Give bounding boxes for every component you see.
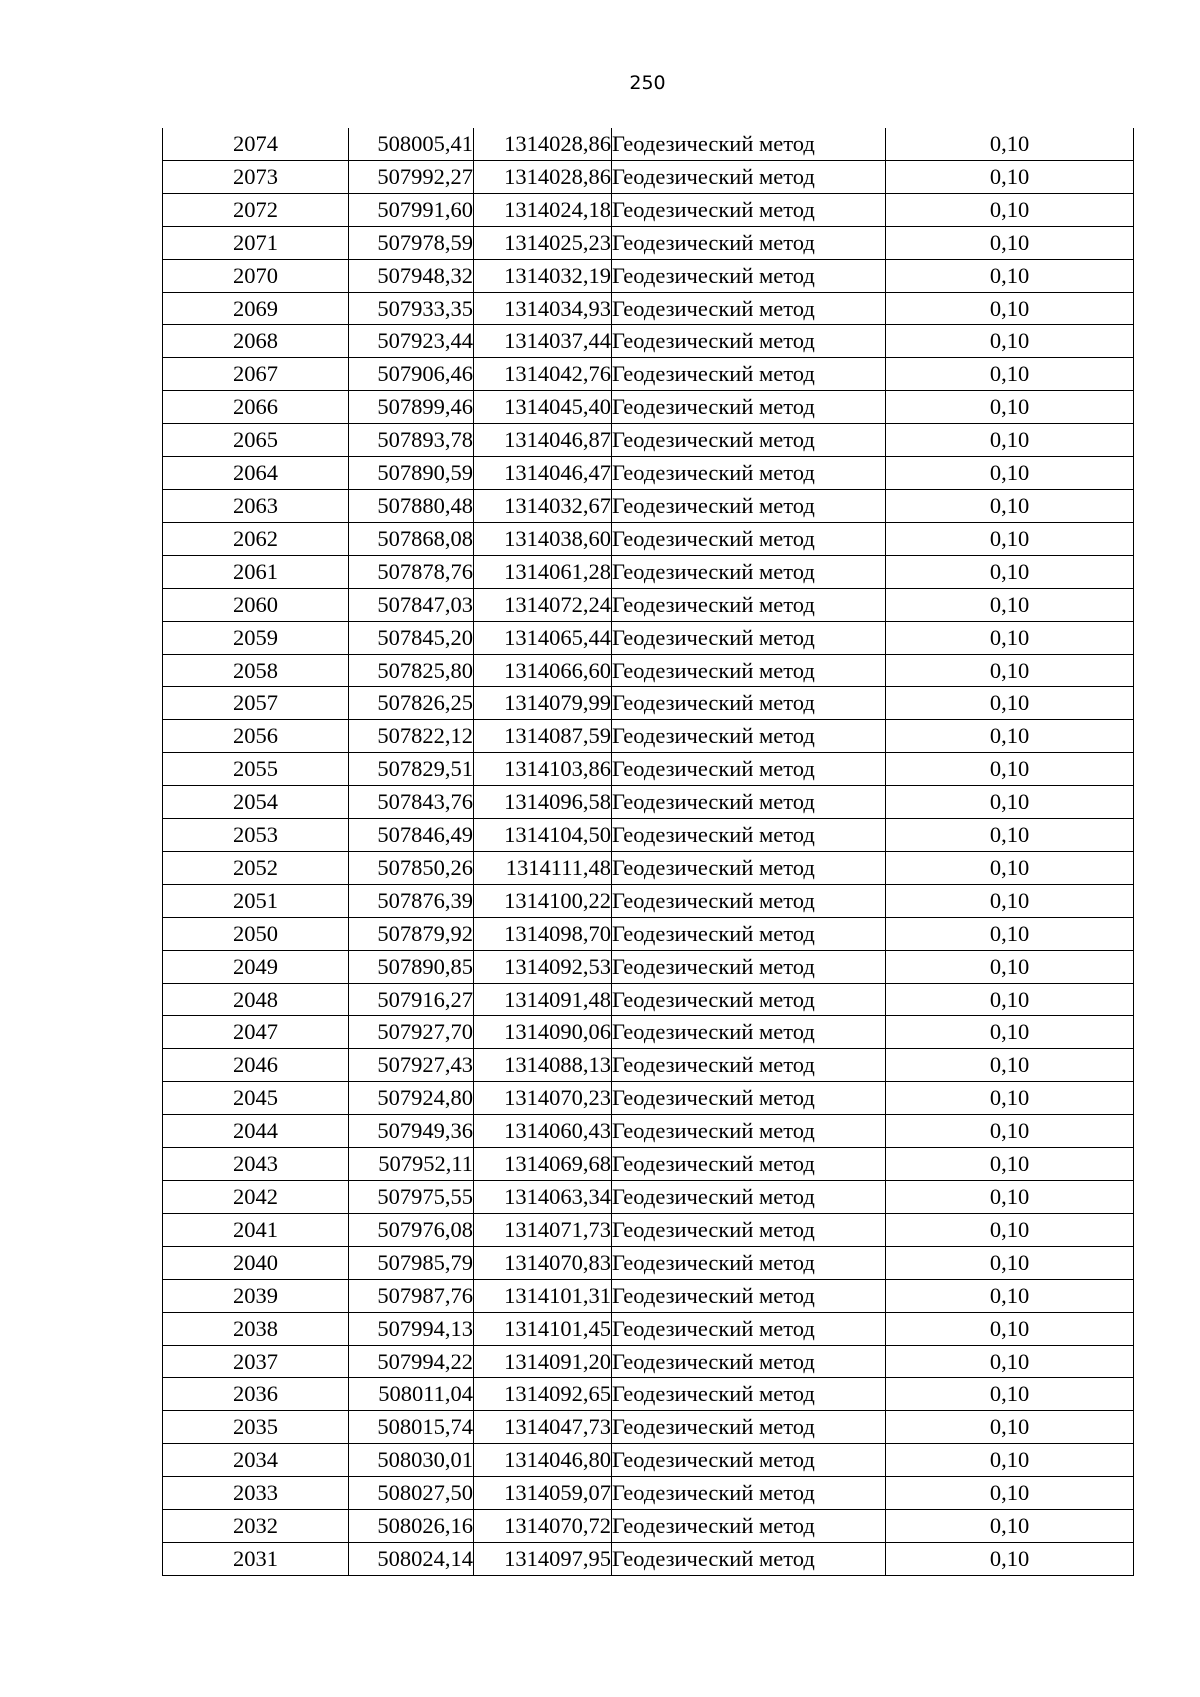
x-coordinate-cell: 507952,11 [349, 1148, 474, 1181]
point-number-cell: 2037 [163, 1345, 349, 1378]
table-row [163, 884, 1134, 917]
y-coordinate-cell: 1314104,50 [474, 819, 612, 852]
point-number-cell: 2041 [163, 1213, 349, 1246]
precision-cell: 0,10 [886, 1378, 1134, 1411]
precision-cell: 0,10 [886, 160, 1134, 193]
point-number-cell: 2072 [163, 193, 349, 226]
precision-cell: 0,10 [886, 819, 1134, 852]
precision-cell: 0,10 [886, 226, 1134, 259]
precision-cell: 0,10 [886, 884, 1134, 917]
point-number-cell: 2053 [163, 819, 349, 852]
y-coordinate-cell: 1314097,95 [474, 1542, 612, 1575]
method-cell: Геодезический метод [612, 884, 886, 917]
y-coordinate-cell: 1314111,48 [474, 851, 612, 884]
table-row [163, 1115, 1134, 1148]
x-coordinate-cell: 507876,39 [349, 884, 474, 917]
table-row [163, 1246, 1134, 1279]
table-row [163, 654, 1134, 687]
table-row [163, 621, 1134, 654]
x-coordinate-cell: 508024,14 [349, 1542, 474, 1575]
y-coordinate-cell: 1314032,19 [474, 259, 612, 292]
method-cell: Геодезический метод [612, 654, 886, 687]
point-number-cell: 2040 [163, 1246, 349, 1279]
y-coordinate-cell: 1314037,44 [474, 325, 612, 358]
x-coordinate-cell: 507845,20 [349, 621, 474, 654]
coordinates-table-body [163, 128, 1134, 1575]
table-row [163, 950, 1134, 983]
method-cell: Геодезический метод [612, 128, 886, 160]
x-coordinate-cell: 507879,92 [349, 917, 474, 950]
point-number-cell: 2058 [163, 654, 349, 687]
table-row [163, 1378, 1134, 1411]
x-coordinate-cell: 507948,32 [349, 259, 474, 292]
x-coordinate-cell: 507890,85 [349, 950, 474, 983]
y-coordinate-cell: 1314092,65 [474, 1378, 612, 1411]
point-number-cell: 2035 [163, 1411, 349, 1444]
table-row [163, 1082, 1134, 1115]
y-coordinate-cell: 1314059,07 [474, 1477, 612, 1510]
precision-cell: 0,10 [886, 983, 1134, 1016]
precision-cell: 0,10 [886, 1016, 1134, 1049]
table-row [163, 1477, 1134, 1510]
table-row [163, 292, 1134, 325]
method-cell: Геодезический метод [612, 687, 886, 720]
y-coordinate-cell: 1314070,23 [474, 1082, 612, 1115]
y-coordinate-cell: 1314091,20 [474, 1345, 612, 1378]
y-coordinate-cell: 1314096,58 [474, 786, 612, 819]
point-number-cell: 2051 [163, 884, 349, 917]
point-number-cell: 2046 [163, 1049, 349, 1082]
y-coordinate-cell: 1314069,68 [474, 1148, 612, 1181]
point-number-cell: 2073 [163, 160, 349, 193]
point-number-cell: 2054 [163, 786, 349, 819]
y-coordinate-cell: 1314070,83 [474, 1246, 612, 1279]
method-cell: Геодезический метод [612, 1312, 886, 1345]
point-number-cell: 2043 [163, 1148, 349, 1181]
page-number: 250 [629, 72, 666, 94]
precision-cell: 0,10 [886, 654, 1134, 687]
y-coordinate-cell: 1314087,59 [474, 720, 612, 753]
precision-cell: 0,10 [886, 1411, 1134, 1444]
method-cell: Геодезический метод [612, 1049, 886, 1082]
x-coordinate-cell: 508015,74 [349, 1411, 474, 1444]
y-coordinate-cell: 1314046,87 [474, 424, 612, 457]
x-coordinate-cell: 507987,76 [349, 1279, 474, 1312]
precision-cell: 0,10 [886, 489, 1134, 522]
point-number-cell: 2052 [163, 851, 349, 884]
precision-cell: 0,10 [886, 358, 1134, 391]
method-cell: Геодезический метод [612, 720, 886, 753]
x-coordinate-cell: 507923,44 [349, 325, 474, 358]
x-coordinate-cell: 507825,80 [349, 654, 474, 687]
x-coordinate-cell: 507829,51 [349, 753, 474, 786]
y-coordinate-cell: 1314032,67 [474, 489, 612, 522]
table-row [163, 1213, 1134, 1246]
point-number-cell: 2065 [163, 424, 349, 457]
y-coordinate-cell: 1314066,60 [474, 654, 612, 687]
precision-cell: 0,10 [886, 193, 1134, 226]
x-coordinate-cell: 507847,03 [349, 588, 474, 621]
method-cell: Геодезический метод [612, 193, 886, 226]
x-coordinate-cell: 507976,08 [349, 1213, 474, 1246]
method-cell: Геодезический метод [612, 753, 886, 786]
precision-cell: 0,10 [886, 588, 1134, 621]
precision-cell: 0,10 [886, 1148, 1134, 1181]
table-row [163, 259, 1134, 292]
x-coordinate-cell: 508030,01 [349, 1444, 474, 1477]
y-coordinate-cell: 1314090,06 [474, 1016, 612, 1049]
table-row [163, 687, 1134, 720]
precision-cell: 0,10 [886, 851, 1134, 884]
precision-cell: 0,10 [886, 325, 1134, 358]
method-cell: Геодезический метод [612, 786, 886, 819]
method-cell: Геодезический метод [612, 950, 886, 983]
method-cell: Геодезический метод [612, 1246, 886, 1279]
method-cell: Геодезический метод [612, 424, 886, 457]
method-cell: Геодезический метод [612, 1411, 886, 1444]
x-coordinate-cell: 507899,46 [349, 391, 474, 424]
method-cell: Геодезический метод [612, 555, 886, 588]
y-coordinate-cell: 1314028,86 [474, 160, 612, 193]
y-coordinate-cell: 1314042,76 [474, 358, 612, 391]
method-cell: Геодезический метод [612, 1279, 886, 1312]
method-cell: Геодезический метод [612, 1082, 886, 1115]
precision-cell: 0,10 [886, 128, 1134, 160]
method-cell: Геодезический метод [612, 917, 886, 950]
y-coordinate-cell: 1314038,60 [474, 522, 612, 555]
table-row [163, 160, 1134, 193]
method-cell: Геодезический метод [612, 1378, 886, 1411]
table-row [163, 1444, 1134, 1477]
precision-cell: 0,10 [886, 1542, 1134, 1575]
x-coordinate-cell: 507992,27 [349, 160, 474, 193]
y-coordinate-cell: 1314072,24 [474, 588, 612, 621]
method-cell: Геодезический метод [612, 983, 886, 1016]
x-coordinate-cell: 507826,25 [349, 687, 474, 720]
precision-cell: 0,10 [886, 720, 1134, 753]
y-coordinate-cell: 1314047,73 [474, 1411, 612, 1444]
point-number-cell: 2050 [163, 917, 349, 950]
point-number-cell: 2036 [163, 1378, 349, 1411]
precision-cell: 0,10 [886, 457, 1134, 490]
y-coordinate-cell: 1314088,13 [474, 1049, 612, 1082]
method-cell: Геодезический метод [612, 226, 886, 259]
point-number-cell: 2059 [163, 621, 349, 654]
x-coordinate-cell: 507994,13 [349, 1312, 474, 1345]
table-row [163, 1312, 1134, 1345]
method-cell: Геодезический метод [612, 1148, 886, 1181]
table-row [163, 1542, 1134, 1575]
method-cell: Геодезический метод [612, 457, 886, 490]
table-row [163, 1016, 1134, 1049]
point-number-cell: 2048 [163, 983, 349, 1016]
precision-cell: 0,10 [886, 555, 1134, 588]
precision-cell: 0,10 [886, 424, 1134, 457]
method-cell: Геодезический метод [612, 522, 886, 555]
precision-cell: 0,10 [886, 1213, 1134, 1246]
point-number-cell: 2049 [163, 950, 349, 983]
table-row [163, 588, 1134, 621]
precision-cell: 0,10 [886, 1279, 1134, 1312]
table-row [163, 1510, 1134, 1543]
coordinates-table [162, 128, 1134, 1576]
precision-cell: 0,10 [886, 292, 1134, 325]
y-coordinate-cell: 1314103,86 [474, 753, 612, 786]
y-coordinate-cell: 1314071,73 [474, 1213, 612, 1246]
point-number-cell: 2044 [163, 1115, 349, 1148]
method-cell: Геодезический метод [612, 1345, 886, 1378]
precision-cell: 0,10 [886, 753, 1134, 786]
method-cell: Геодезический метод [612, 1213, 886, 1246]
x-coordinate-cell: 507927,70 [349, 1016, 474, 1049]
method-cell: Геодезический метод [612, 259, 886, 292]
x-coordinate-cell: 507991,60 [349, 193, 474, 226]
precision-cell: 0,10 [886, 1477, 1134, 1510]
x-coordinate-cell: 507906,46 [349, 358, 474, 391]
point-number-cell: 2060 [163, 588, 349, 621]
x-coordinate-cell: 507850,26 [349, 851, 474, 884]
method-cell: Геодезический метод [612, 358, 886, 391]
table-row [163, 358, 1134, 391]
precision-cell: 0,10 [886, 1510, 1134, 1543]
y-coordinate-cell: 1314063,34 [474, 1181, 612, 1214]
method-cell: Геодезический метод [612, 1181, 886, 1214]
x-coordinate-cell: 507949,36 [349, 1115, 474, 1148]
x-coordinate-cell: 507822,12 [349, 720, 474, 753]
table-row [163, 555, 1134, 588]
table-row [163, 720, 1134, 753]
x-coordinate-cell: 507985,79 [349, 1246, 474, 1279]
y-coordinate-cell: 1314091,48 [474, 983, 612, 1016]
method-cell: Геодезический метод [612, 1542, 886, 1575]
method-cell: Геодезический метод [612, 851, 886, 884]
method-cell: Геодезический метод [612, 489, 886, 522]
table-row [163, 193, 1134, 226]
x-coordinate-cell: 507880,48 [349, 489, 474, 522]
precision-cell: 0,10 [886, 1082, 1134, 1115]
x-coordinate-cell: 507893,78 [349, 424, 474, 457]
point-number-cell: 2061 [163, 555, 349, 588]
point-number-cell: 2038 [163, 1312, 349, 1345]
precision-cell: 0,10 [886, 522, 1134, 555]
point-number-cell: 2062 [163, 522, 349, 555]
precision-cell: 0,10 [886, 1181, 1134, 1214]
precision-cell: 0,10 [886, 1049, 1134, 1082]
method-cell: Геодезический метод [612, 819, 886, 852]
x-coordinate-cell: 507975,55 [349, 1181, 474, 1214]
y-coordinate-cell: 1314061,28 [474, 555, 612, 588]
point-number-cell: 2045 [163, 1082, 349, 1115]
method-cell: Геодезический метод [612, 1115, 886, 1148]
table-row [163, 1148, 1134, 1181]
precision-cell: 0,10 [886, 786, 1134, 819]
x-coordinate-cell: 508005,41 [349, 128, 474, 160]
table-row [163, 424, 1134, 457]
table-row [163, 457, 1134, 490]
method-cell: Геодезический метод [612, 160, 886, 193]
precision-cell: 0,10 [886, 259, 1134, 292]
precision-cell: 0,10 [886, 1312, 1134, 1345]
point-number-cell: 2032 [163, 1510, 349, 1543]
point-number-cell: 2074 [163, 128, 349, 160]
x-coordinate-cell: 507916,27 [349, 983, 474, 1016]
y-coordinate-cell: 1314100,22 [474, 884, 612, 917]
point-number-cell: 2057 [163, 687, 349, 720]
point-number-cell: 2033 [163, 1477, 349, 1510]
precision-cell: 0,10 [886, 1444, 1134, 1477]
point-number-cell: 2063 [163, 489, 349, 522]
x-coordinate-cell: 507933,35 [349, 292, 474, 325]
point-number-cell: 2031 [163, 1542, 349, 1575]
table-row [163, 917, 1134, 950]
y-coordinate-cell: 1314092,53 [474, 950, 612, 983]
y-coordinate-cell: 1314028,86 [474, 128, 612, 160]
y-coordinate-cell: 1314045,40 [474, 391, 612, 424]
precision-cell: 0,10 [886, 1345, 1134, 1378]
table-row [163, 1181, 1134, 1214]
point-number-cell: 2056 [163, 720, 349, 753]
point-number-cell: 2068 [163, 325, 349, 358]
point-number-cell: 2039 [163, 1279, 349, 1312]
x-coordinate-cell: 507924,80 [349, 1082, 474, 1115]
method-cell: Геодезический метод [612, 1510, 886, 1543]
point-number-cell: 2047 [163, 1016, 349, 1049]
point-number-cell: 2071 [163, 226, 349, 259]
y-coordinate-cell: 1314101,45 [474, 1312, 612, 1345]
y-coordinate-cell: 1314098,70 [474, 917, 612, 950]
x-coordinate-cell: 507890,59 [349, 457, 474, 490]
precision-cell: 0,10 [886, 687, 1134, 720]
table-row [163, 1279, 1134, 1312]
x-coordinate-cell: 508027,50 [349, 1477, 474, 1510]
y-coordinate-cell: 1314101,31 [474, 1279, 612, 1312]
method-cell: Геодезический метод [612, 621, 886, 654]
table-row [163, 489, 1134, 522]
method-cell: Геодезический метод [612, 1016, 886, 1049]
x-coordinate-cell: 507878,76 [349, 555, 474, 588]
precision-cell: 0,10 [886, 1246, 1134, 1279]
method-cell: Геодезический метод [612, 325, 886, 358]
x-coordinate-cell: 507846,49 [349, 819, 474, 852]
point-number-cell: 2070 [163, 259, 349, 292]
table-row [163, 1345, 1134, 1378]
y-coordinate-cell: 1314070,72 [474, 1510, 612, 1543]
precision-cell: 0,10 [886, 391, 1134, 424]
precision-cell: 0,10 [886, 1115, 1134, 1148]
point-number-cell: 2066 [163, 391, 349, 424]
y-coordinate-cell: 1314034,93 [474, 292, 612, 325]
point-number-cell: 2067 [163, 358, 349, 391]
x-coordinate-cell: 508011,04 [349, 1378, 474, 1411]
table-row [163, 819, 1134, 852]
precision-cell: 0,10 [886, 950, 1134, 983]
y-coordinate-cell: 1314060,43 [474, 1115, 612, 1148]
x-coordinate-cell: 508026,16 [349, 1510, 474, 1543]
table-row [163, 226, 1134, 259]
x-coordinate-cell: 507927,43 [349, 1049, 474, 1082]
x-coordinate-cell: 507994,22 [349, 1345, 474, 1378]
table-row [163, 128, 1134, 160]
table-row [163, 325, 1134, 358]
precision-cell: 0,10 [886, 621, 1134, 654]
point-number-cell: 2055 [163, 753, 349, 786]
table-row [163, 753, 1134, 786]
y-coordinate-cell: 1314046,80 [474, 1444, 612, 1477]
precision-cell: 0,10 [886, 917, 1134, 950]
table-row [163, 851, 1134, 884]
method-cell: Геодезический метод [612, 391, 886, 424]
y-coordinate-cell: 1314065,44 [474, 621, 612, 654]
table-row [163, 786, 1134, 819]
y-coordinate-cell: 1314025,23 [474, 226, 612, 259]
method-cell: Геодезический метод [612, 292, 886, 325]
y-coordinate-cell: 1314046,47 [474, 457, 612, 490]
x-coordinate-cell: 507978,59 [349, 226, 474, 259]
y-coordinate-cell: 1314024,18 [474, 193, 612, 226]
table-row [163, 983, 1134, 1016]
method-cell: Геодезический метод [612, 1444, 886, 1477]
point-number-cell: 2064 [163, 457, 349, 490]
method-cell: Геодезический метод [612, 1477, 886, 1510]
y-coordinate-cell: 1314079,99 [474, 687, 612, 720]
point-number-cell: 2034 [163, 1444, 349, 1477]
x-coordinate-cell: 507843,76 [349, 786, 474, 819]
table-row [163, 1411, 1134, 1444]
point-number-cell: 2069 [163, 292, 349, 325]
table-row [163, 391, 1134, 424]
point-number-cell: 2042 [163, 1181, 349, 1214]
table-row [163, 1049, 1134, 1082]
method-cell: Геодезический метод [612, 588, 886, 621]
table-row [163, 522, 1134, 555]
x-coordinate-cell: 507868,08 [349, 522, 474, 555]
